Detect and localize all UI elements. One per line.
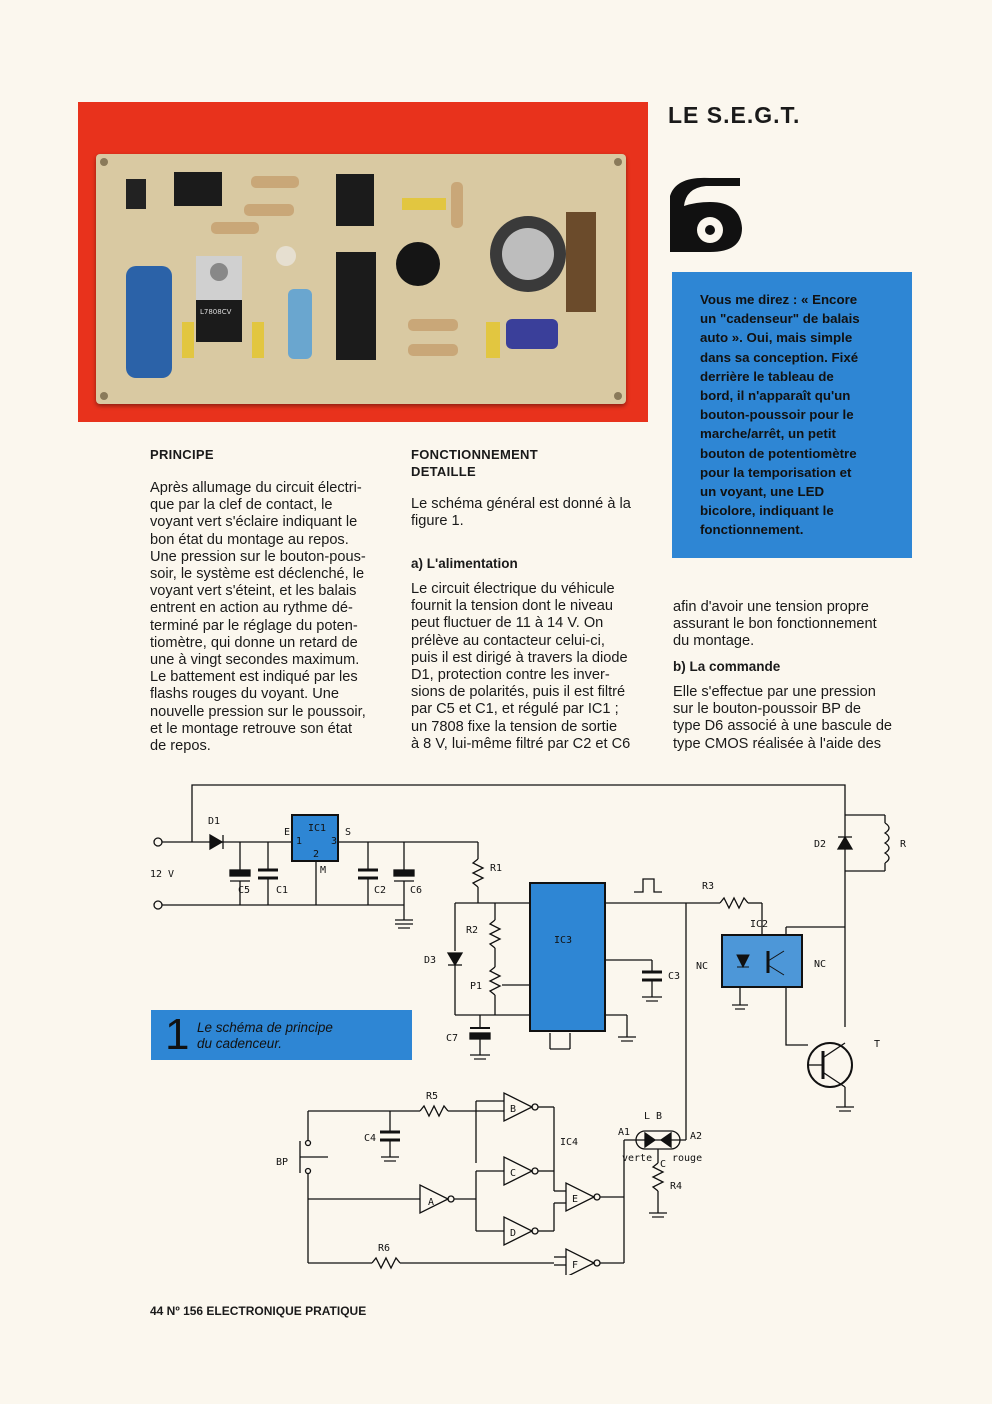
label-ic4: IC4 bbox=[560, 1137, 579, 1148]
caption-line: Le schéma de principe bbox=[197, 1020, 333, 1035]
figure-number: 1 bbox=[165, 1010, 190, 1059]
intro-line: bouton de potentiomètre bbox=[700, 445, 857, 461]
text-line: par C5 et C1, et régulé par IC1 ; bbox=[411, 701, 619, 718]
page-footer: 44 Nº 156 ELECTRONIQUE PRATIQUE bbox=[150, 1304, 367, 1318]
label-r6: R6 bbox=[378, 1243, 391, 1254]
alimentation-subheading: a) L'alimentation bbox=[411, 556, 518, 571]
label-m: M bbox=[320, 865, 327, 876]
intro-line: bord, il n'apparaît qu'un bbox=[700, 388, 851, 404]
text-line: une à vingt secondes maximum. bbox=[150, 652, 360, 669]
text-line: voyant vert s'éclaire indiquant le bbox=[150, 514, 358, 531]
label-e: E bbox=[284, 827, 291, 838]
text-line: fournit la tension dont le niveau bbox=[411, 598, 614, 615]
label-c2: C2 bbox=[374, 885, 387, 896]
text-line: Après allumage du circuit électri- bbox=[150, 480, 362, 496]
gate-b-label: B bbox=[510, 1104, 517, 1115]
text-line: sur le bouton-poussoir BP de bbox=[673, 701, 861, 718]
text-line: type D6 associé à une bascule de bbox=[673, 718, 893, 735]
label-a2: A2 bbox=[690, 1131, 703, 1142]
commande-subheading: b) La commande bbox=[673, 659, 781, 674]
intro-line: auto ». Oui, mais simple bbox=[700, 330, 853, 346]
article-title: LE S.E.G.T. bbox=[668, 102, 801, 128]
caption-line: du cadenceur. bbox=[197, 1036, 283, 1051]
text-line: puis il est dirigé à travers la diode bbox=[411, 649, 628, 666]
intro-line: Vous me direz : « Encore bbox=[700, 292, 858, 307]
text-line: tiomètre, qui donne un retard de bbox=[150, 634, 358, 651]
heading-line: DETAILLE bbox=[411, 464, 476, 479]
text-line: que par la clef de contact, le bbox=[150, 497, 333, 514]
label-verte: verte bbox=[622, 1153, 653, 1164]
pcb bbox=[96, 154, 626, 404]
figure-caption bbox=[151, 1010, 412, 1060]
label-r: R bbox=[900, 839, 907, 850]
label-c6: C6 bbox=[410, 885, 423, 896]
text-line: assurant le bon fonctionnement bbox=[673, 616, 877, 633]
text-line: prélève au contacteur celui-ci, bbox=[411, 632, 605, 649]
label-d2: D2 bbox=[814, 839, 827, 850]
label-r5: R5 bbox=[426, 1091, 439, 1102]
label-d1: D1 bbox=[208, 816, 221, 827]
label-r1: R1 bbox=[490, 863, 503, 874]
intro-line: dans sa conception. Fixé bbox=[700, 349, 859, 365]
alimentation-text-cont bbox=[673, 599, 911, 651]
label-t: T bbox=[874, 1039, 881, 1050]
label-a1: A1 bbox=[618, 1127, 631, 1138]
label-s: S bbox=[345, 827, 352, 838]
circuit-board-photo bbox=[78, 102, 648, 422]
gate-a-label: A bbox=[428, 1197, 435, 1208]
label-d3: D3 bbox=[424, 955, 437, 966]
principe-text bbox=[150, 480, 386, 755]
text-line: Une pression sur le bouton-pous- bbox=[150, 548, 366, 565]
text-line: voyant vert s'éteint, et les balais bbox=[150, 583, 357, 600]
segt-logo bbox=[670, 176, 742, 252]
text-line: Le schéma général est donné à la bbox=[411, 496, 631, 512]
text-line: terminé par le réglage du poten- bbox=[150, 617, 358, 634]
label-ic2: IC2 bbox=[750, 919, 769, 930]
label-pin1: 1 bbox=[296, 836, 303, 847]
text-line: bon état du montage au repos. bbox=[150, 531, 349, 548]
label-c4: C4 bbox=[364, 1133, 377, 1144]
svg-text:L7808CV: L7808CV bbox=[200, 308, 232, 316]
intro-line: un voyant, une LED bbox=[700, 484, 825, 500]
text-line: peut fluctuer de 11 à 14 V. On bbox=[411, 615, 604, 632]
fonctionnement-heading bbox=[411, 446, 538, 480]
intro-line: pour la temporisation et bbox=[700, 464, 852, 480]
text-line: et le montage retrouve son état bbox=[150, 720, 353, 737]
text-line: flashs rouges du voyant. Une bbox=[150, 686, 340, 703]
label-c-common: C bbox=[660, 1159, 667, 1170]
text-line: figure 1. bbox=[411, 513, 464, 530]
label-ic3: IC3 bbox=[554, 935, 573, 946]
text-line: D1, protection contre les inver- bbox=[411, 667, 610, 684]
label-rouge: rouge bbox=[672, 1153, 703, 1164]
text-line: du montage. bbox=[673, 633, 755, 650]
commande-text bbox=[673, 684, 911, 753]
fonctionnement-intro bbox=[411, 496, 649, 530]
label-lb: L B bbox=[644, 1111, 663, 1122]
text-line: afin d'avoir une tension propre bbox=[673, 599, 869, 615]
label-c5: C5 bbox=[238, 885, 251, 896]
label-12v: 12 V bbox=[150, 869, 175, 880]
label-ic1: IC1 bbox=[308, 823, 327, 834]
text-line: à 8 V, lui-même filtré par C2 et C6 bbox=[411, 735, 631, 752]
text-line: un 7808 fixe la tension de sortie bbox=[411, 718, 618, 735]
label-bp: BP bbox=[276, 1157, 289, 1168]
intro-line: marche/arrêt, un petit bbox=[700, 426, 836, 442]
intro-line: un "cadenseur" de balais bbox=[700, 311, 860, 327]
label-pin2: 2 bbox=[313, 849, 320, 860]
heading-line: FONCTIONNEMENT bbox=[411, 447, 538, 462]
alimentation-text bbox=[411, 581, 649, 753]
intro-box bbox=[672, 272, 912, 558]
text-line: sions de polarités, puis il est filtré bbox=[411, 684, 626, 701]
gate-c-label: C bbox=[510, 1168, 517, 1179]
text-line: Le battement est indiqué par les bbox=[150, 669, 358, 686]
label-r4: R4 bbox=[670, 1181, 683, 1192]
label-pin3: 3 bbox=[331, 836, 338, 847]
intro-line: bouton-poussoir pour le bbox=[700, 407, 854, 423]
label-nc-right: NC bbox=[814, 959, 827, 970]
intro-line: bicolore, indiquant le bbox=[700, 503, 834, 519]
text-line: Le circuit électrique du véhicule bbox=[411, 581, 615, 597]
caption-text bbox=[197, 1020, 333, 1052]
label-c3: C3 bbox=[668, 971, 681, 982]
label-p1: P1 bbox=[470, 981, 483, 992]
gate-f-label: F bbox=[572, 1260, 579, 1271]
intro-line: fonctionnement. bbox=[700, 522, 804, 538]
intro-line: derrière le tableau de bbox=[700, 368, 834, 384]
text-line: soir, le système est déclenché, le bbox=[150, 566, 365, 583]
text-line: entrent en action au rythme dé- bbox=[150, 600, 353, 617]
gate-d-label: D bbox=[510, 1228, 517, 1239]
label-nc-left: NC bbox=[696, 961, 709, 972]
text-line: Elle s'effectue par une pression bbox=[673, 684, 876, 700]
label-c7: C7 bbox=[446, 1033, 459, 1044]
label-r2: R2 bbox=[466, 925, 479, 936]
text-line: nouvelle pression sur le poussoir, bbox=[150, 703, 366, 720]
text-line: type CMOS réalisée à l'aide des bbox=[673, 735, 882, 752]
label-c1: C1 bbox=[276, 885, 289, 896]
principe-heading: PRINCIPE bbox=[150, 447, 214, 462]
text-line: de repos. bbox=[150, 738, 211, 755]
label-r3: R3 bbox=[702, 881, 715, 892]
gate-e-label: E bbox=[572, 1194, 579, 1205]
